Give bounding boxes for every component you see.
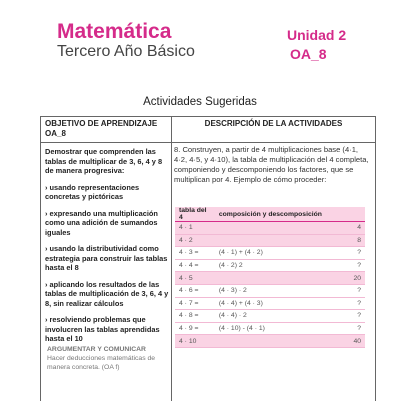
mult-cell-result: ?	[326, 322, 365, 335]
mult-cell-result: ?	[326, 284, 365, 297]
objective-bullet: › expresando una multiplicación como una adición de sumandos iguales	[45, 208, 158, 237]
mult-cell-factor: 4 · 10	[175, 335, 215, 348]
mult-table-row	[175, 234, 365, 247]
column-divider	[171, 117, 172, 401]
mult-cell-result: 20	[326, 272, 365, 285]
mult-cell-result: ?	[326, 259, 365, 272]
objective-header-line1: OBJETIVO DE APRENDIZAJE	[45, 119, 158, 128]
mult-table-row	[175, 322, 365, 335]
page-header	[0, 0, 400, 95]
mult-cell-composition: (4 · 4) + (4 · 3)	[215, 297, 326, 310]
mult-cell-composition	[215, 234, 326, 247]
mult-table-row	[175, 310, 365, 323]
objective-intro: Demostrar que comprenden las tablas de multiplicar de 3, 6, 4 y 8 de manera progresiva:	[45, 147, 163, 175]
header-row-divider	[41, 142, 375, 143]
objective-header	[45, 119, 169, 139]
mult-cell-result: 8	[326, 234, 365, 247]
objective-bullet: › usando representaciones concretas y pictóricas	[45, 182, 140, 201]
mult-cell-factor: 4 · 6 =	[175, 284, 215, 297]
mult-cell-factor: 4 · 9 =	[175, 322, 215, 335]
mult-cell-factor: 4 · 1	[175, 222, 215, 235]
mult-cell-result: ?	[326, 297, 365, 310]
mult-cell-factor: 4 · 8 =	[175, 310, 215, 323]
mult-cell-composition	[215, 222, 326, 235]
mult-cell-composition: (4 · 1) + (4 · 2)	[215, 247, 326, 260]
extra-skill	[47, 345, 167, 372]
mult-table-header-row	[175, 207, 365, 222]
mult-table-row	[175, 222, 365, 235]
mult-cell-composition	[215, 272, 326, 285]
mult-cell-factor: 4 · 4 =	[175, 259, 215, 272]
unit-label: Unidad 2	[287, 27, 347, 43]
subject-title: Matemática	[57, 20, 172, 43]
description-header: DESCRIPCIÓN DE LA ACTIVIDADES	[204, 119, 343, 128]
activities-table	[40, 116, 376, 401]
mult-cell-composition: (4 · 2) 2	[215, 259, 326, 272]
mult-table-row	[175, 259, 365, 272]
objective-content	[45, 147, 169, 351]
mult-table-body	[175, 222, 365, 348]
mult-cell-result: ?	[326, 310, 365, 323]
mult-cell-result: 4	[326, 222, 365, 235]
mult-cell-result: ?	[326, 247, 365, 260]
objective-header-line2: OA_8	[45, 129, 66, 138]
mult-table-row	[175, 297, 365, 310]
mult-cell-result: 40	[326, 335, 365, 348]
grade-title: Tercero Año Básico	[57, 43, 195, 60]
mult-header-composition: composición y descomposición	[215, 207, 326, 222]
mult-header-table: tabla del 4	[175, 207, 215, 222]
mult-cell-factor: 4 · 3 =	[175, 247, 215, 260]
objective-bullet: › usando la distributividad como estrategia para construir las tablas hasta el 8	[45, 244, 168, 272]
oa-label: OA_8	[290, 46, 327, 62]
extra-skill-heading: ARGUMENTAR Y COMUNICAR	[47, 346, 146, 353]
mult-cell-composition: (4 · 3) · 2	[215, 284, 326, 297]
mult-cell-composition: (4 · 4) · 2	[215, 310, 326, 323]
extra-skill-text: Hacer deducciones matemáticas de manera concreta. (OA f)	[47, 355, 156, 371]
activity-description: 8. Construyen, a partir de 4 multiplicaciones base (4·1, 4·2, 4·5, y 4·10), la tabla de multiplicación del 4 completa, componiendo y descomponiendo los factores, que se multiplican por 4. Ejemplo de cómo proceder:	[174, 145, 369, 184]
mult-table-row	[175, 247, 365, 260]
mult-table-row	[175, 284, 365, 297]
mult-cell-composition	[215, 335, 326, 348]
mult-cell-composition: (4 · 10) - (4 · 1)	[215, 322, 326, 335]
mult-table-row	[175, 335, 365, 348]
mult-cell-factor: 4 · 7 =	[175, 297, 215, 310]
mult-cell-factor: 4 · 5	[175, 272, 215, 285]
mult-table-row	[175, 272, 365, 285]
objective-bullet: › aplicando los resultados de las tablas de multiplicación de 3, 6, 4 y 8, sin realizar cálculos	[45, 279, 169, 308]
multiplication-table	[175, 207, 365, 348]
section-title: Actividades Sugeridas	[143, 96, 257, 108]
mult-header-result	[326, 207, 365, 222]
objective-bullet: › resolviendo problemas que involucren las tablas aprendidas hasta el 10	[45, 315, 160, 343]
mult-cell-factor: 4 · 2	[175, 234, 215, 247]
